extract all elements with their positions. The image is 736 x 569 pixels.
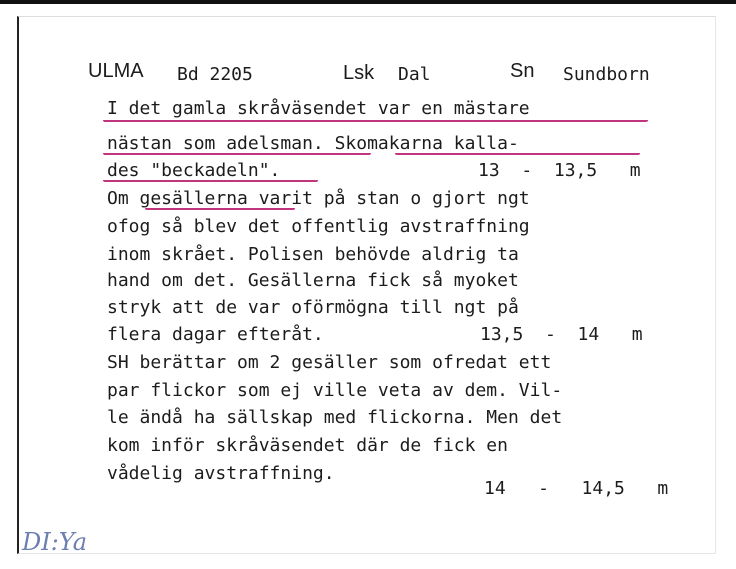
sn-value: Sundborn	[563, 64, 650, 85]
archive-name: ULMA	[88, 60, 144, 82]
text-line-12: le ändå ha sällskap med flickorna. Men det	[107, 407, 563, 428]
text-line-13: kom inför skråväsendet där de fick en	[107, 435, 508, 456]
lsk-label: Lsk	[343, 62, 375, 84]
text-line-8: stryk att de var oförmögna till ngt på	[107, 297, 519, 318]
text-line-7: hand om det. Gesällerna fick så myoket	[107, 270, 519, 291]
text-line-11: par flickor som ej ville veta av dem. Vil-	[107, 380, 563, 401]
underline-mark	[103, 120, 648, 122]
text-line-3: des "beckadeln".	[107, 160, 281, 181]
measure-1: 13 - 13,5 m	[478, 160, 641, 181]
archive-number: Bd 2205	[177, 64, 253, 85]
text-line-10: SH berättar om 2 gesäller som ofredat ett	[107, 352, 552, 373]
text-line-2: nästan som adelsman. Skomakarna kalla-	[107, 133, 519, 154]
measure-2: 13,5 - 14 m	[480, 324, 643, 345]
text-line-14: vådelig avstraffning.	[107, 463, 335, 484]
measure-3: 14 - 14,5 m	[484, 478, 669, 499]
lsk-value: Dal	[398, 64, 431, 85]
text-line-9: flera dagar efteråt.	[107, 324, 324, 345]
text-line-1: I det gamla skråväsendet var en mästare	[107, 98, 530, 119]
text-line-4: Om gesällerna varit på stan o gjort ngt	[107, 188, 530, 209]
handwritten-signature: DI:Ya	[22, 528, 88, 556]
underline-mark	[103, 180, 318, 182]
underline-mark	[145, 208, 295, 210]
text-line-6: inom skrået. Polisen behövde aldrig ta	[107, 244, 519, 265]
underline-mark	[103, 153, 371, 155]
scan-edge	[0, 0, 736, 4]
sn-label: Sn	[510, 60, 535, 82]
text-line-5: ofog så blev det offentlig avstraffning	[107, 216, 530, 237]
underline-mark	[395, 153, 640, 155]
